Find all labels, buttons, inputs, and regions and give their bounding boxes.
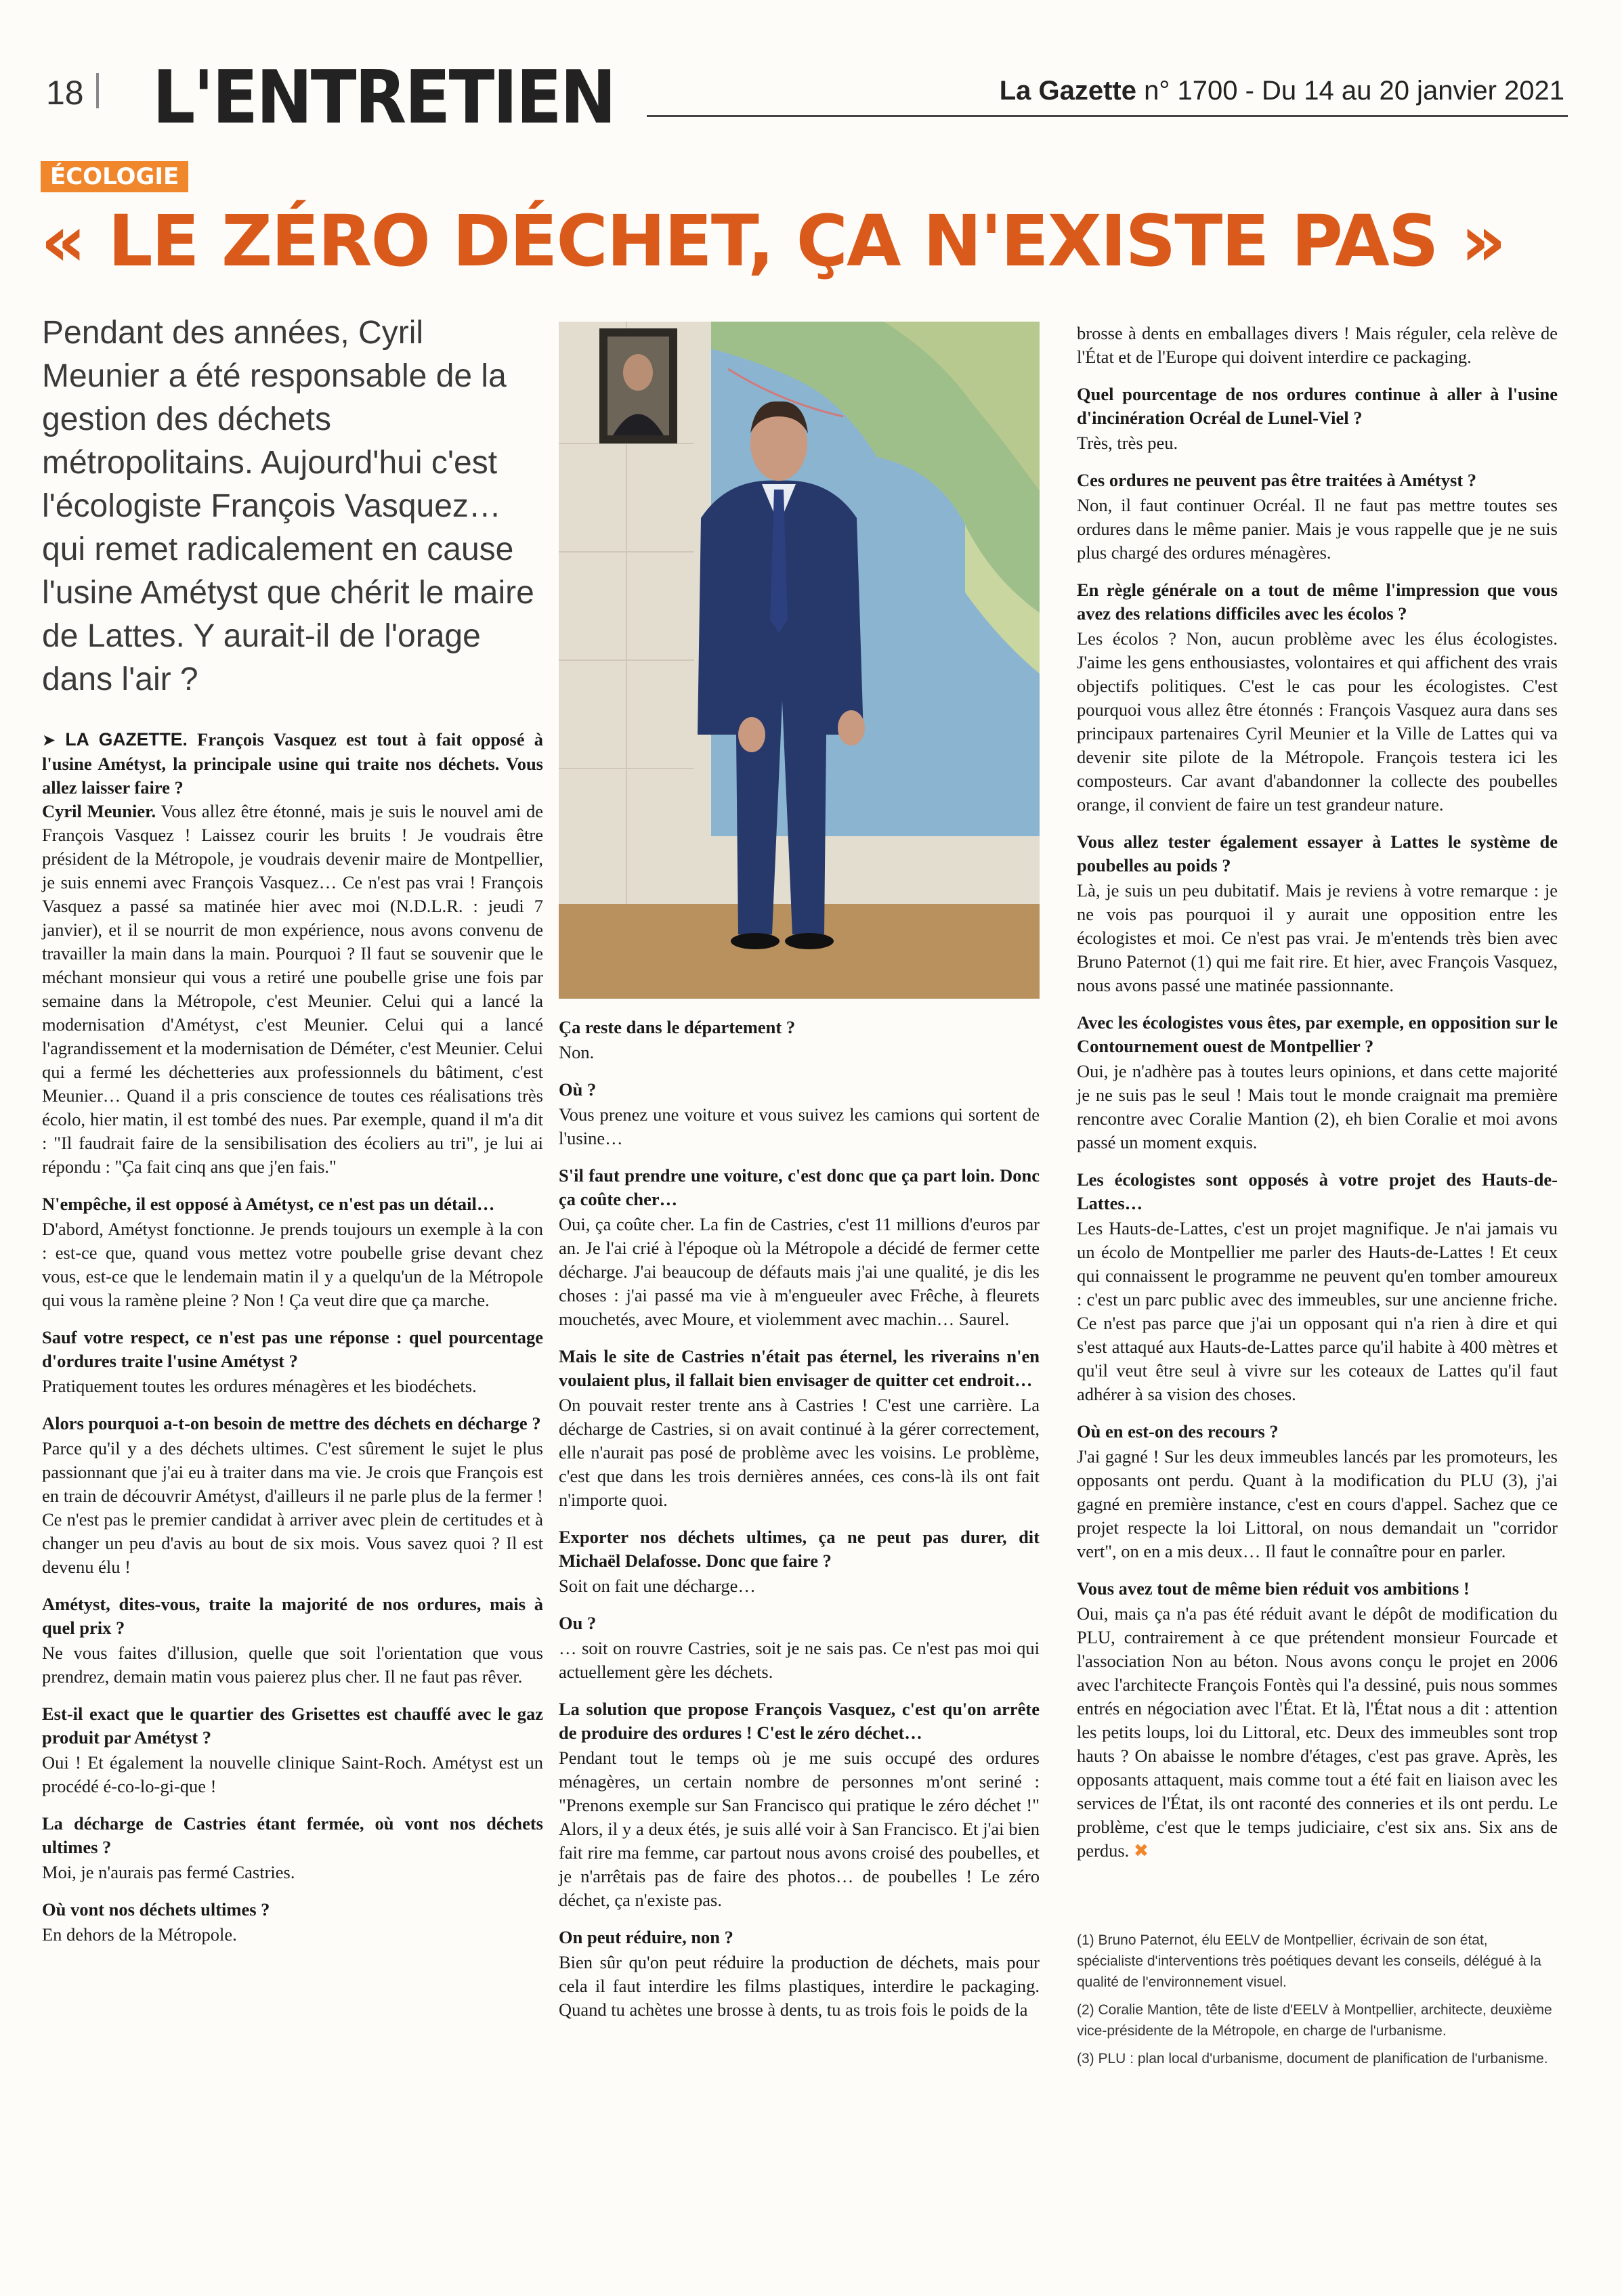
- question: Alors pourquoi a-t-on besoin de mettre des déchets en décharge ?: [42, 1413, 541, 1433]
- answer: Non, il faut continuer Ocréal. Il ne faut pas mettre toutes ses ordures dans le même panier. Mais je vous rappelle que je ne suis plus chargé des ordures ménagères.: [1077, 495, 1558, 563]
- answer: Vous allez être étonné, mais je suis le nouvel ami de François Vasquez ! Laissez courir les bruits ! Je voudrais être président de la Métropole, je voudrais devenir maire de Montpellier, je suis ennemi avec François Vasquez… Ce n'est pas vrai ! François Vasquez a passé sa matinée hier avec moi (N.D.L.R. : jeudi 7 janvier), et il se nourrit de mon expérience, nous avons convenu de travailler la main dans la main. Pourquoi ? Il faut se souvenir que le méchant monsieur qui vous a retiré une poubelle grise une fois par semaine dans la Métropole, c'est Meunier. Celui qui a lancé la modernisation d'Amétyst, c'est Meunier. Celui qui a lancé l'agrandissement et la modernisation de Déméter, c'est Meunier. Celui qui a fermé les déchetteries aux professionnels du bâtiment, c'est Meunier… Quand il a pris conscience de toutes ces réalisations très écolo, hier matin, il est tombé des nues. Par exemple, quand il m'a dit : "Il faudrait faire de la sensibilisation des écoliers au tri", je lui ai répondu : "Ça fait cinq ans que j'en fais.": [42, 801, 543, 1177]
- answer: brosse à dents en emballages divers ! Mais réguler, cela relève de l'État et de l'Europe qui doivent interdire ce packaging.: [1077, 323, 1558, 367]
- question: Ça reste dans le département ?: [559, 1017, 796, 1037]
- answer: Bien sûr qu'on peut réduire la production de déchets, mais pour cela il faut interdire les films plastiques, interdire le packaging. Quand tu achètes une brosse à dents, tu as trois fois le poids de la: [559, 1952, 1040, 2020]
- page-number-divider: [96, 73, 99, 108]
- question: Mais le site de Castries n'était pas éternel, les riverains n'en voulaient plus, il fallait bien envisager de quitter cet endroit…: [559, 1346, 1040, 1390]
- portrait-frame: [599, 328, 677, 443]
- question: La décharge de Castries étant fermée, où vont nos déchets ultimes ?: [42, 1813, 543, 1857]
- question: Les écologistes sont opposés à votre projet des Hauts-de-Lattes…: [1077, 1169, 1558, 1213]
- answer: Pratiquement toutes les ordures ménagères et les biodéchets.: [42, 1376, 477, 1396]
- question: En règle générale on a tout de même l'impression que vous avez des relations difficiles avec les écolos ?: [1077, 580, 1558, 624]
- section-title: L'ENTRETIEN: [152, 56, 615, 140]
- answer: Oui ! Et également la nouvelle clinique Saint-Roch. Amétyst est un procédé é-co-lo-gi-que !: [42, 1752, 543, 1796]
- issue-date: n° 1700 - Du 14 au 20 janvier 2021: [1144, 76, 1564, 106]
- question: Où ?: [559, 1079, 597, 1100]
- publication-name: La Gazette: [999, 76, 1136, 106]
- question: N'empêche, il est opposé à Amétyst, ce n'est pas un détail…: [42, 1194, 495, 1214]
- question: Où vont nos déchets ultimes ?: [42, 1899, 270, 1920]
- answer: Ne vous faites d'illusion, quelle que soit l'orientation que vous prendrez, demain matin vous paierez plus cher. Il ne faut pas rêver.: [42, 1643, 543, 1687]
- question: La solution que propose François Vasquez, c'est qu'on arrête de produire des ordures ! C'est le zéro déchet…: [559, 1699, 1040, 1743]
- question: Quel pourcentage de nos ordures continue à aller à l'usine d'incinération Ocréal de Lunel-Viel ?: [1077, 384, 1558, 428]
- question: Exporter nos déchets ultimes, ça ne peut pas durer, dit Michaël Delafosse. Donc que faire ?: [559, 1527, 1040, 1571]
- answer: … soit on rouvre Castries, soit je ne sais pas. Ce n'est pas moi qui actuellement gère les déchets.: [559, 1638, 1040, 1682]
- photo-illustration: [559, 322, 1040, 999]
- speaker-name: Cyril Meunier.: [42, 801, 156, 821]
- answer: Oui, ça coûte cher. La fin de Castries, c'est 11 millions d'euros par an. Je l'ai crié à l'époque où la Métropole a décidé de fermer cette décharge. J'ai beaucoup de défauts mais j'ai une qualité, je dis les choses : j'ai passé ma vie à m'engueuler avec Frêche, à fleurets mouchetés, avec Moure, et violemment avec machin… Saurel.: [559, 1214, 1040, 1329]
- footnote: (3) PLU : plan local d'urbanisme, document de planification de l'urbanisme.: [1077, 2051, 1548, 2066]
- answer: Très, très peu.: [1077, 433, 1178, 453]
- footnote: (2) Coralie Mantion, tête de liste d'EELV à Montpellier, architecte, deuxième vice-présidente de la Métropole, en charge de l'urbanisme.: [1077, 2002, 1552, 2039]
- final-answer: [1077, 1602, 1558, 1863]
- text-column-1: [42, 728, 543, 1960]
- footnote: (1) Bruno Paternot, élu EELV de Montpellier, écrivain de son état, spécialiste d'interventions très poétiques devant les conseils, délégué à la qualité de l'environnement visuel.: [1077, 1932, 1541, 1990]
- text-column-3: [1077, 322, 1558, 1876]
- answer: Soit on fait une décharge…: [559, 1576, 756, 1596]
- standfirst: Pendant des années, Cyril Meunier a été responsable de la gestion des déchets métropolitains. Aujourd'hui c'est l'écologiste François Vasquez… qui remet radicalement en cause l'usine Amétyst que chérit le maire de Lattes. Y aurait-il de l'orage dans l'air ?: [42, 315, 534, 697]
- answer: D'abord, Amétyst fonctionne. Je prends toujours un exemple à la con : est-ce que, quand vous mettez votre poubelle grise devant chez vous, est-ce que le lendemain matin il y a quelqu'un de la Métropole qui vous la ramène pleine ? Non ! Ça veut dire que ça marche.: [42, 1219, 543, 1310]
- question: Ou ?: [559, 1613, 597, 1633]
- page-number: 18: [46, 74, 84, 112]
- answer: En dehors de la Métropole.: [42, 1924, 237, 1945]
- answer: On pouvait rester trente ans à Castries ! C'est une carrière. La décharge de Castries, si on avait continué à la gérer correctement, elle n'aurait pas posé de problème avec les voisins. Le problème, c'est que dans les trois dernières années, ces cons-là ils ont fait n'importe quoi.: [559, 1395, 1040, 1510]
- issue-info: [1000, 76, 1564, 106]
- answer: Oui, je n'adhère pas à toutes leurs opinions, et dans cette majorité je ne suis pas le seul ! Mais tout le monde craignait ma première rencontre avec Coralie Mantion (2), eh bien Coralie et moi avons passé un moment exquis.: [1077, 1061, 1558, 1152]
- answer: Oui, mais ça n'a pas été réduit avant le dépôt de modification du PLU, contrairement à ce que prétendent monsieur Fourcade et l'association Non au béton. Nous avons conçu le projet en 2006 avec l'architecte François Fontès qui l'a dessiné, puis nous sommes entrés en négociation avec l'État. Et là, l'État nous a dit : attention les petits loups, loi du Littoral, etc. Deux des immeubles sont trop hauts ? On abaisse le nombre d'étages, c'est pas grave. Après, les opposants attaquent, mais comme tout a été fait en liaison avec les services de l'État, ils ont raconté des conneries et ils ont perdu. Le problème, c'est que le temps judiciaire, c'est six ans. Six ans de perdus.: [1077, 1603, 1558, 1861]
- question: Vous avez tout de même bien réduit vos ambitions !: [1077, 1578, 1470, 1599]
- footnotes: [1077, 1930, 1558, 2076]
- question: Est-il exact que le quartier des Grisettes est chauffé avec le gaz produit par Amétyst ?: [42, 1704, 543, 1748]
- answer: Pendant tout le temps où je me suis occupé des ordures ménagères, un certain nombre de personnes m'ont seriné : "Prenons exemple sur San Francisco qui pratique le zéro déchet !" Alors, il y a deux étés, je suis allé voir à San Francisco. Et j'ai bien fait rire ma femme, car partout nous avons croisé des poubelles, et je n'arrêtais pas de faire des photos… de poubelles ! Le zéro déchet, ça n'existe pas.: [559, 1748, 1040, 1910]
- answer: Non.: [559, 1042, 595, 1062]
- question: S'il faut prendre une voiture, c'est donc que ça part loin. Donc ça coûte cher…: [559, 1165, 1040, 1209]
- answer: Les écolos ? Non, aucun problème avec les élus écologistes. J'aime les gens enthousiastes, volontaires et qui affichent des vrais objectifs politiques. C'est le cas pour les écologistes. C'est pourquoi vous allez être étonnés : François Vasquez aura dans ses principaux partenaires Cyril Meunier et la Ville de Lattes qui va devenir site pilote de la Métropole. François testera ici les composteurs. Car avant d'abandonner la collecte des poubelles orange, il convient de faire un test grandeur nature.: [1077, 628, 1558, 815]
- end-of-article-icon: ✖: [1133, 1840, 1149, 1861]
- rubric-badge: ÉCOLOGIE: [41, 161, 188, 192]
- lead-question: [42, 728, 543, 1179]
- question: Sauf votre respect, ce n'est pas une réponse : quel pourcentage d'ordures traite l'usine Amétyst ?: [42, 1327, 543, 1371]
- question: Avec les écologistes vous êtes, par exemple, en opposition sur le Contournement ouest de Montpellier ?: [1077, 1012, 1558, 1056]
- question: Amétyst, dites-vous, traite la majorité de nos ordures, mais à quel prix ?: [42, 1594, 543, 1638]
- lead-label: LA GAZETTE.: [65, 729, 188, 750]
- page-header: [41, 56, 1571, 140]
- headline: « LE ZÉRO DÉCHET, ÇA N'EXISTE PAS »: [41, 200, 1506, 282]
- arrow-icon: ➤: [42, 731, 56, 750]
- question: On peut réduire, non ?: [559, 1927, 733, 1947]
- answer: Moi, je n'aurais pas fermé Castries.: [42, 1862, 295, 1882]
- answer: Les Hauts-de-Lattes, c'est un projet magnifique. Je n'ai jamais vu un écolo de Montpellier me parler des Hauts-de-Lattes ! Et ceux qui connaissent le programme ne peuvent qu'en tomber amoureux : c'est un parc public avec des immeubles, sur une ancienne friche. Ce n'est pas parce que j'ai un opposant qui n'a rien à dire et qui s'est attaqué aux Hauts-de-Lattes parce qu'il habite à 400 mètres et qu'il veut être seul à vivre sur les coteaux de Lattes qu'il faut adhérer à sa vision des choses.: [1077, 1218, 1558, 1404]
- text-column-2: [559, 1016, 1040, 2035]
- question: Ces ordures ne peuvent pas être traitées à Amétyst ?: [1077, 470, 1477, 490]
- answer: Vous prenez une voiture et vous suivez les camions qui sortent de l'usine…: [559, 1104, 1040, 1148]
- lead-question-text: François Vasquez est tout à fait opposé à l'usine Amétyst, la principale usine qui traite nos déchets. Vous allez laisser faire ?: [42, 729, 544, 798]
- answer: Parce qu'il y a des déchets ultimes. C'est sûrement le sujet le plus passionnant que j'ai eu à traiter dans ma vie. Je crois que François est en train de découvrir Amétyst, d'ailleurs il ne parle plus de la fermer ! Ce n'est pas le premier candidat à arriver avec plein de certitudes et à changer un peu d'avis au bout de six mois. Vous savez quoi ? Il est devenu élu !: [42, 1438, 543, 1577]
- question: Vous allez tester également essayer à Lattes le système de poubelles au poids ?: [1077, 831, 1558, 875]
- answer: Là, je suis un peu dubitatif. Mais je reviens à votre remarque : je ne vois pas pourquoi il y aurait une opposition entre les écologistes et moi. Ce n'est pas vrai. Je m'entends très bien avec Bruno Paternot (1) qui me fait rire. Et hier, avec François Vasquez, nous avons passé une matinée passionnante.: [1077, 880, 1558, 995]
- header-rule: [647, 115, 1568, 117]
- answer: J'ai gagné ! Sur les deux immeubles lancés par les promoteurs, les opposants ont perdu. Quant à la modification du PLU (3), j'ai gagné en première instance, c'est en cours d'appel. Sachez que ce projet respecte la loi Littoral, on nous demandait un "corridor vert", on en a mis deux… Il faut le connaître pour en parler.: [1077, 1446, 1558, 1561]
- question: Où en est-on des recours ?: [1077, 1421, 1279, 1442]
- interview-photo: [559, 322, 1040, 999]
